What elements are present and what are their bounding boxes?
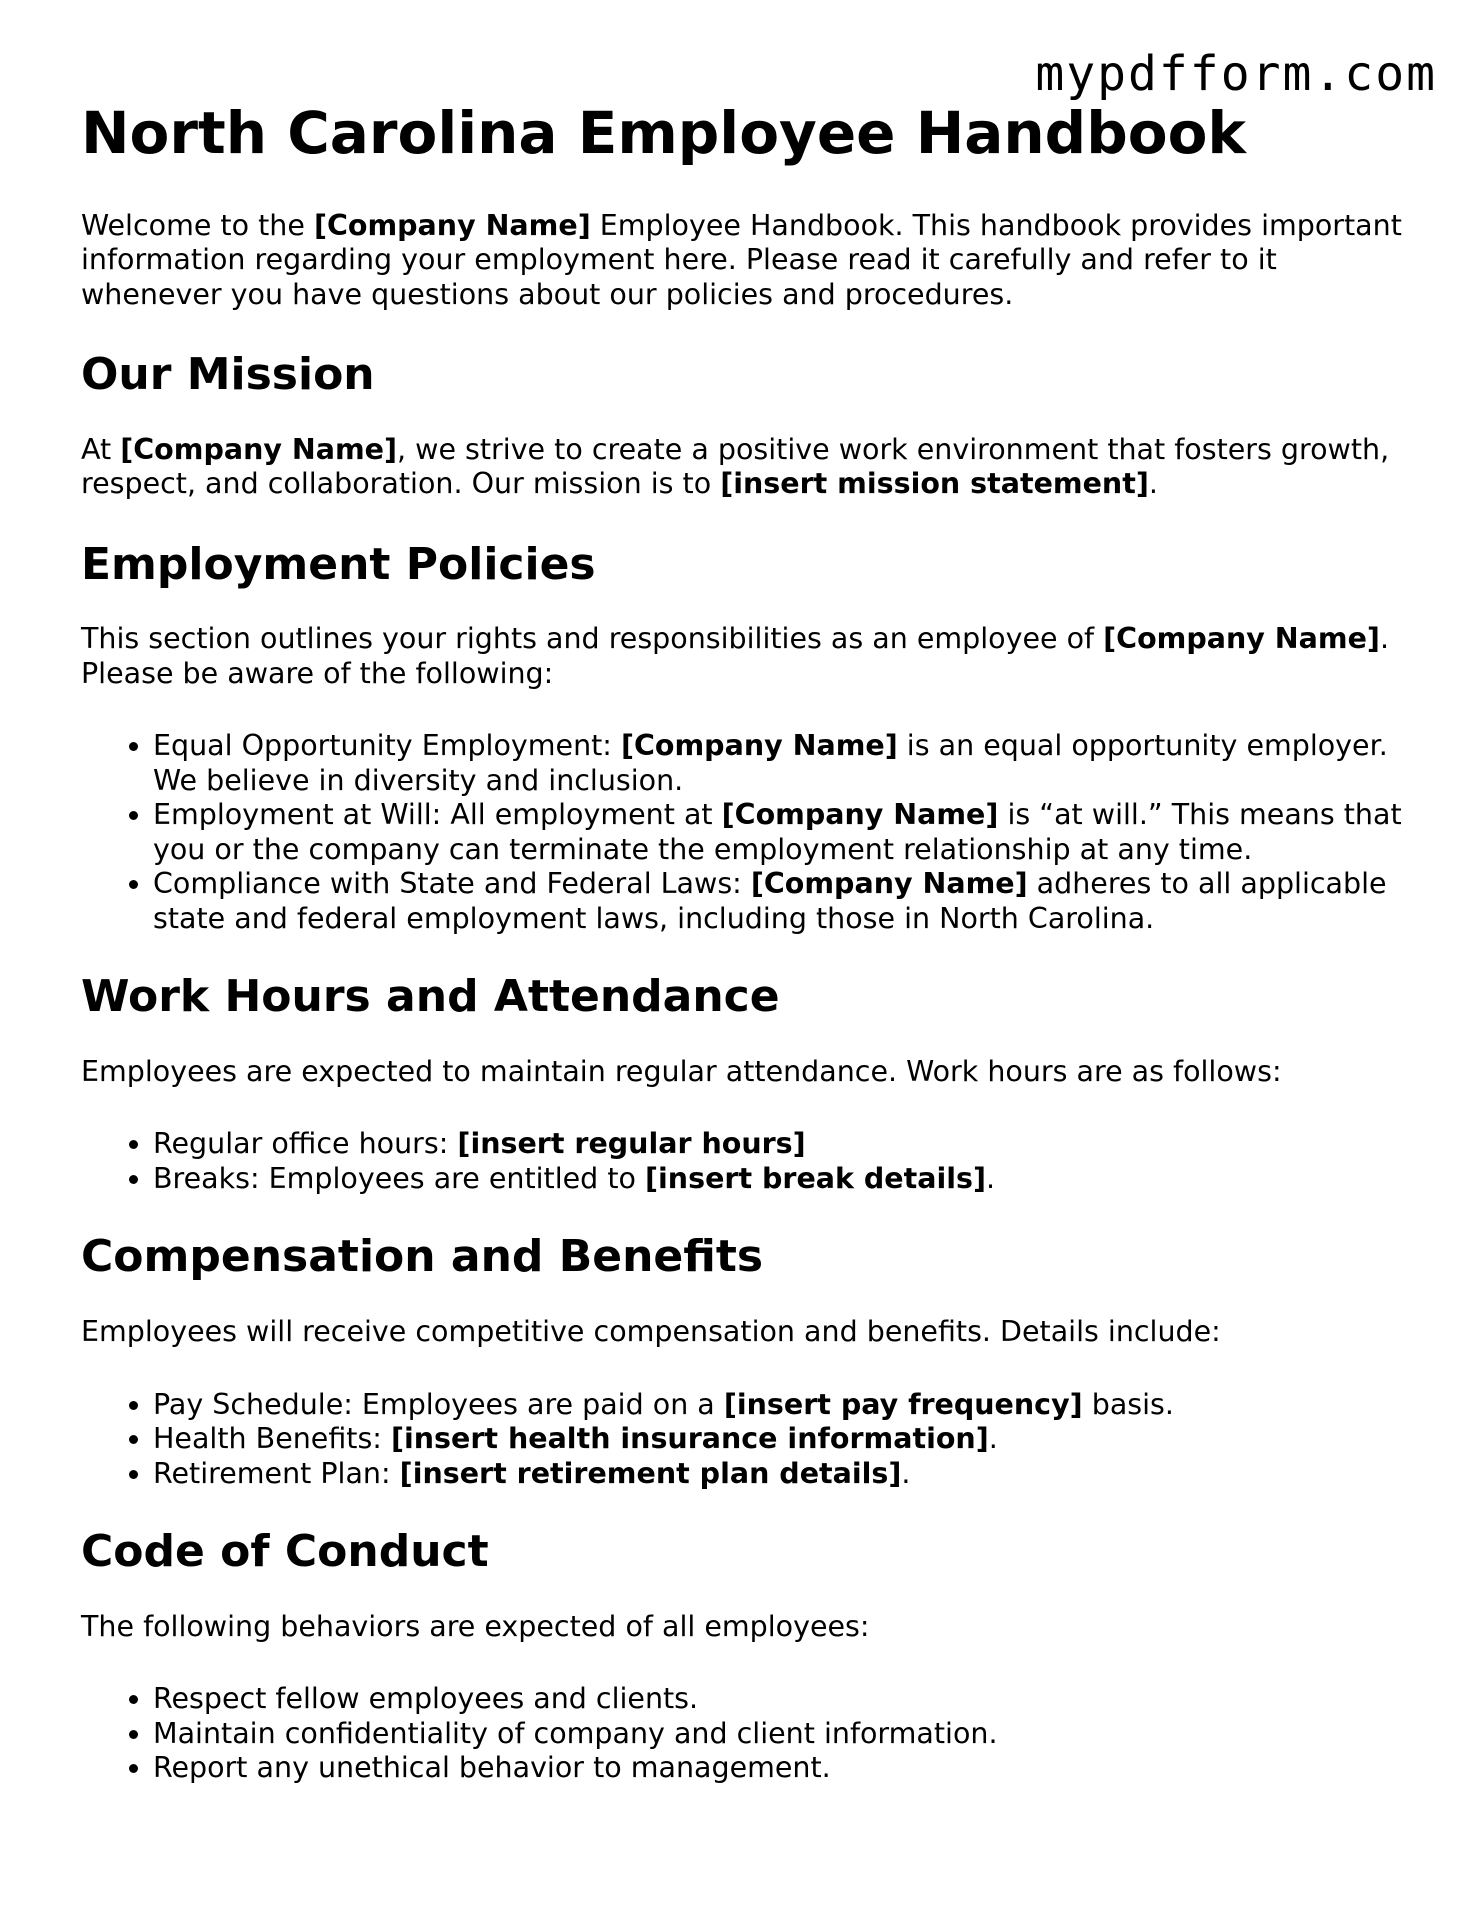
placeholder-company-name: [Company Name] [313, 208, 591, 242]
list-item: • Equal Opportunity Employment: [Company Name] is an equal opportunity employer. We believe in diversity and inclusion. [153, 729, 1411, 798]
list-item: • Pay Schedule: Employees are paid on a [insert pay frequency] basis. [153, 1388, 1411, 1423]
hours-list [81, 1127, 1411, 1196]
placeholder-company-name: [Company Name] [1103, 622, 1380, 656]
intro-paragraph: Welcome to the [Company Name] Employee Handbook. This handbook provides important information regarding your employment here. Please read it carefully and refer to it whenever you have questions about our policies and procedures. [81, 208, 1402, 311]
placeholder-company-name: [Company Name] [120, 432, 398, 466]
section-heading-mission: Our Mission [81, 349, 375, 401]
document-page [81, 100, 1411, 1822]
hours-paragraph: Employees are expected to maintain regular attendance. Work hours are as follows: [81, 1054, 1282, 1088]
list-item: • Report any unethical behavior to management. [153, 1751, 1411, 1786]
section-heading-compensation: Compensation and Benefits [81, 1231, 764, 1283]
conduct-paragraph: The following behaviors are expected of all employees: [81, 1609, 870, 1643]
mission-paragraph: At [Company Name], we strive to create a positive work environment that fosters growth, respect, and collaboration. Our mission is to [insert mission statement]. [81, 432, 1390, 501]
list-item: • Respect fellow employees and clients. [153, 1682, 1411, 1717]
list-item: • Retirement Plan: [insert retirement plan details]. [153, 1457, 1411, 1492]
policies-list [81, 729, 1411, 936]
watermark: mypdfform.com [1035, 46, 1437, 102]
list-item: • Breaks: Employees are entitled to [insert break details]. [153, 1162, 1411, 1197]
section-heading-code-of-conduct: Code of Conduct [81, 1526, 489, 1578]
list-item: • Compliance with State and Federal Laws: [Company Name] adheres to all applicable state and federal employment laws, including those in North Carolina. [153, 867, 1411, 936]
policies-paragraph: This section outlines your rights and responsibilities as an employee of [Company Name]. Please be aware of the following: [81, 622, 1389, 690]
list-item: • Regular office hours: [insert regular hours] [153, 1127, 1411, 1162]
document-title: North Carolina Employee Handbook [81, 99, 1246, 167]
list-item: • Health Benefits: [insert health insurance information]. [153, 1422, 1411, 1457]
compensation-list [81, 1388, 1411, 1492]
section-heading-work-hours: Work Hours and Attendance [81, 971, 780, 1023]
list-item: • Maintain confidentiality of company and client information. [153, 1717, 1411, 1752]
placeholder-mission-statement: [insert mission statement] [720, 467, 1149, 501]
compensation-paragraph: Employees will receive competitive compensation and benefits. Details include: [81, 1315, 1221, 1349]
conduct-list [81, 1682, 1411, 1786]
list-item: • Employment at Will: All employment at [Company Name] is “at will.” This means that you or the company can terminate the employment relationship at any time. [153, 798, 1411, 867]
section-heading-employment-policies: Employment Policies [81, 538, 596, 590]
